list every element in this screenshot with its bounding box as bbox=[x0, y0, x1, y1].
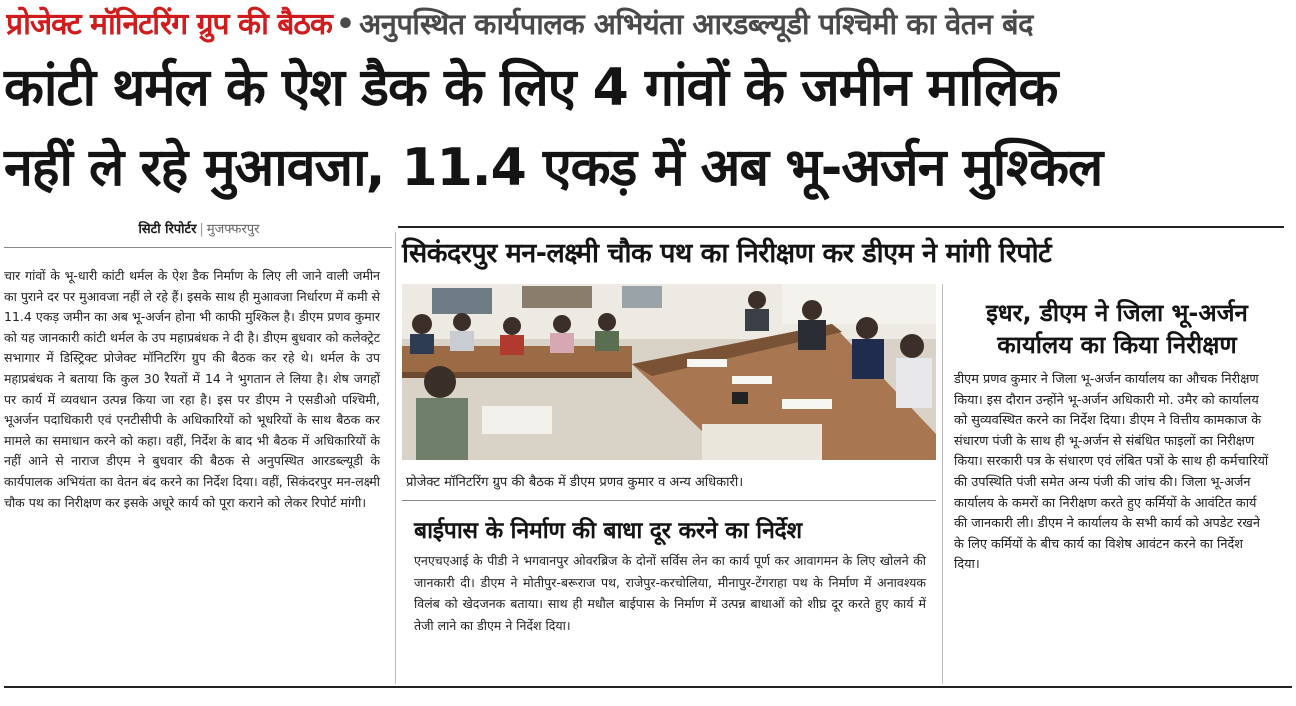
left-article-body: चार गांवों के भू-धारी कांटी थर्मल के ऐश डैक निर्माण के लिए ली जाने वाली जमीन का पुराने दर पर मुआवजा नहीं ले रहे हैं। इसके साथ ही मुआवजा निर्धारण में कमी से 11.4 एकड़ जमीन का अब भू-अर्जन होना भी काफी मुश्किल है। डीएम प्रणव कुमार को यह जानकारी कांटी थर्मल के उप महाप्रबंधक ने दी है। डीएम बुधवार को कलेक्ट्रेट सभागार में डिस्ट्रिक्ट प्रोजेक्ट मॉनिटरिंग ग्रुप की बैठक कर रहे थे। थर्मल के उप महाप्रबंधक ने बताया कि कुल 30 रैयतों में 14 ने भुगतान ले लिया है। शेष जगहों पर कार्य में व्यवधान उत्पन्न किया जा रहा है। इस पर डीएम ने एसडीओ पश्चिमी, भूअर्जन पदाधिकारी एवं एनटीसीपी के अधिकारियों को भूधरियों के साथ बैठक कर मामले का समाधान करने को कहा। वहीं, निर्देश के बाद भी बैठक में अधिकारियों के नहीं आने से नाराज डीएम ने बुधवार की बैठक से अनुपस्थित आरडब्ल्यूडी के कार्यपालक अभियंता का वेतन बंद करने का निर्देश दिया। वहीं, सिकंदरपुर मन-लक्ष्मी चौक पथ का निरीक्षण कर इसके अधूरे कार्य को पूरा कराने को लेकर रिपोर्ट मांगी। bbox=[4, 268, 380, 510]
divider-right-column bbox=[942, 284, 943, 684]
divider-caption bbox=[402, 500, 936, 501]
divider-bottom bbox=[4, 686, 1292, 688]
main-headline bbox=[4, 48, 1292, 208]
byline bbox=[4, 219, 394, 243]
divider-top-right bbox=[398, 226, 1284, 228]
meeting-photo bbox=[402, 284, 936, 460]
byline-separator: | bbox=[199, 222, 204, 237]
meeting-photo-illustration bbox=[402, 284, 936, 460]
inspection-headline: सिकंदरपुर मन-लक्ष्मी चौक पथ का निरीक्षण कर डीएम ने मांगी रिपोर्ट bbox=[402, 238, 1052, 269]
divider-column bbox=[395, 232, 396, 684]
headline-line-1: कांटी थर्मल के ऐश डैक के लिए 4 गांवों के जमीन मालिक bbox=[4, 58, 1058, 118]
photo-caption: प्रोजेक्ट मॉनिटरिंग ग्रुप की बैठक में डीएम प्रणव कुमार व अन्य अधिकारी। bbox=[406, 475, 744, 490]
kicker-red-text: प्रोजेक्ट मॉनिटरिंग ग्रुप की बैठक bbox=[6, 7, 332, 42]
kicker-bullet: • bbox=[335, 7, 356, 42]
byline-reporter: सिटी रिपोर्टर bbox=[138, 222, 197, 237]
divider-byline bbox=[4, 247, 392, 248]
kicker-grey-text: अनुपस्थित कार्यपालक अभियंता आरडब्ल्यूडी पश्चिमी का वेतन बंद bbox=[359, 7, 1033, 41]
bypass-headline: बाईपास के निर्माण की बाधा दूर करने का निर्देश bbox=[414, 518, 802, 544]
bypass-body: एनएचएआई के पीडी ने भगवानपुर ओवरब्रिज के दोनों सर्विस लेन का कार्य पूर्ण कर आवागमन के लिए खोलने की जानकारी दी। डीएम ने मोतीपुर-बरूराज पथ, राजेपुर-करचोलिया, मीनापुर-टेंगराहा पथ के निर्माण में अनावश्यक विलंब को खेदजनक बताया। साथ ही मधौल बाईपास के निर्माण में उत्पन्न बाधाओं को शीघ्र दूर करते हुए कार्य में तेजी लाने का डीएम ने निर्देश दिया। bbox=[414, 553, 926, 633]
land-office-headline: इधर, डीएम ने जिला भू-अर्जन कार्यालय का किया निरीक्षण bbox=[986, 299, 1248, 359]
kicker-line bbox=[6, 2, 1292, 46]
byline-place: मुजफ्फरपुर bbox=[206, 222, 260, 237]
land-office-body: डीएम प्रणव कुमार ने जिला भू-अर्जन कार्यालय का औचक निरीक्षण किया। इस दौरान उन्होंने भू-अर्जन अधिकारी मो. उमैर को कार्यालय को सुव्यवस्थित करने का निर्देश दिया। डीएम ने वित्तीय कामकाज के संधारण पंजी के साथ ही भू-अर्जन से संबंधित फाइलों का निरीक्षण किया। सरकारी पत्र के संधारण एवं लंबित पत्रों के साथ ही कर्मचारियों की उपस्थिति पंजी समेत अन्य पंजी की जांच की। जिला भू-अर्जन कार्यालय के कमरों का निरीक्षण करते हुए कर्मियों के आवंटित कार्य की जानकारी ली। डीएम ने कार्यालय के सभी कार्य को अपडेट रखने के लिए कर्मियों के बीच कार्य का विशेष आवंटन करने का निर्देश दिया। bbox=[954, 372, 1269, 573]
headline-line-2: नहीं ले रहे मुआवजा, 11.4 एकड़ में अब भू-अर्जन मुश्किल bbox=[4, 138, 1103, 198]
